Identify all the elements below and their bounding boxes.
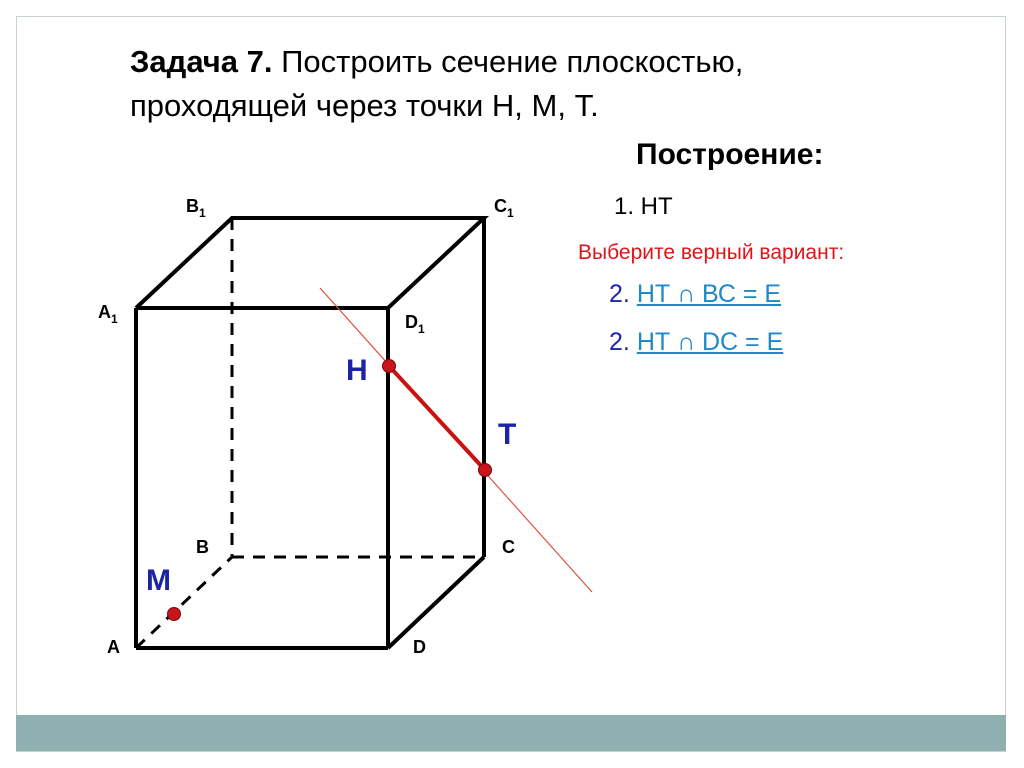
label-b: В xyxy=(196,537,209,557)
label-c1: $С_1$ xyxy=(494,196,514,220)
label-a: А xyxy=(107,637,120,657)
task-text-line1: Построить сечение плоскостью, xyxy=(272,44,744,79)
option-1-number: 2. xyxy=(609,280,630,308)
task-number: Задача 7. xyxy=(130,44,273,79)
hidden-edges xyxy=(136,218,484,648)
point-m xyxy=(168,608,181,621)
footer-bar xyxy=(16,715,1006,751)
label-a1: $А_1$ xyxy=(98,302,118,326)
point-h xyxy=(383,360,396,373)
label-t: Т xyxy=(498,418,517,451)
label-d1: $D_1$ xyxy=(405,312,425,336)
label-h: Н xyxy=(346,354,368,387)
label-c: С xyxy=(502,537,515,557)
edge-dc xyxy=(388,557,484,648)
option-1-link[interactable]: НТ ∩ ВС = Е xyxy=(636,280,782,308)
label-d: D xyxy=(413,637,426,657)
step-1: 1. НТ xyxy=(614,193,673,220)
option-2-number: 2. xyxy=(609,328,630,356)
task-text-line2: проходящей через точки Н, М, Т. xyxy=(130,88,599,123)
top-face xyxy=(136,218,484,308)
label-m: М xyxy=(146,564,171,597)
choose-prompt: Выберите верный вариант: xyxy=(578,241,845,264)
visible-edges xyxy=(136,218,484,648)
construction-heading: Построение: xyxy=(636,138,824,171)
option-2-link[interactable]: НТ ∩ DC = Е xyxy=(636,328,784,356)
point-t xyxy=(479,464,492,477)
segment-ht xyxy=(389,366,485,470)
label-b1: $В_1$ xyxy=(186,196,206,220)
